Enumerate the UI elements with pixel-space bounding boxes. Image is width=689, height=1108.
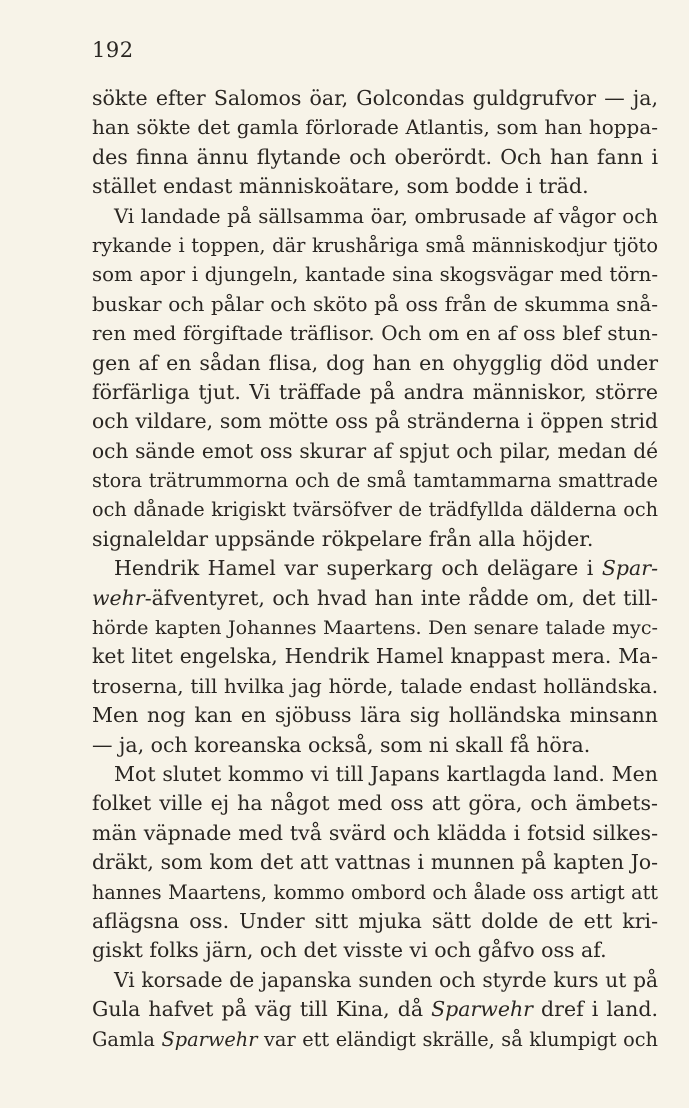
text-segment: han sökte det gamla förlorade Atlantis, som han hoppa- [92, 115, 658, 140]
text-line [92, 584, 658, 613]
text-line [92, 407, 658, 436]
text-line [92, 613, 658, 642]
text-line [92, 113, 658, 142]
text-line [92, 760, 658, 789]
italic-text-segment: wehr [92, 585, 145, 610]
page-number: 192 [92, 38, 134, 62]
text-line [92, 672, 658, 701]
text-line [92, 907, 658, 936]
text-segment: ren med förgiftade träflisor. Och om en af oss blef stun- [92, 321, 658, 346]
text-segment: giskt folks järn, och det visste vi och gåfvo oss af. [92, 938, 607, 963]
italic-text-segment: Sparwehr [431, 997, 533, 1022]
text-line [92, 437, 658, 466]
text-segment: -äfventyret, och hvad han inte rådde om, det till- [144, 585, 658, 610]
text-line [92, 495, 658, 524]
text-line [92, 995, 658, 1024]
text-segment: var ett eländigt skrälle, så klumpigt och [257, 1027, 658, 1051]
text-segment: och sände emot oss skurar af spjut och pilar, medan dé [92, 438, 658, 463]
text-line [92, 349, 658, 378]
text-segment: Vi korsade de japanska sunden och styrde kurs ut på [114, 967, 658, 992]
text-segment: och vildare, som mötte oss på stränderna i öppen strid [92, 409, 658, 434]
text-segment: gen af en sådan flisa, dog han en ohygglig död under [92, 350, 658, 375]
text-line [92, 290, 658, 319]
text-line [92, 84, 658, 113]
text-line [92, 202, 658, 231]
text-segment: aflägsna oss. Under sitt mjuka sätt dolde de ett kri- [92, 908, 658, 933]
text-segment: stället endast människoätare, som bodde i träd. [92, 174, 589, 199]
text-line [92, 172, 658, 201]
text-line [92, 143, 658, 172]
text-segment: rykande i toppen, där krushåriga små människodjur tjöto [92, 233, 658, 257]
text-segment: Men nog kan en sjöbuss lära sig holländska minsann [92, 703, 658, 728]
text-line [92, 878, 658, 907]
text-segment: troserna, till hvilka jag hörde, talade endast holländska. [92, 674, 658, 698]
text-segment: Gula hafvet på väg till Kina, då [92, 997, 432, 1022]
text-line [92, 642, 658, 671]
text-segment: dref i land. [532, 997, 658, 1022]
text-line [92, 1025, 658, 1054]
body-text [92, 84, 658, 1054]
text-segment: des finna ännu flytande och oberördt. Och han fann i [92, 144, 658, 169]
text-segment: — ja, och koreanska också, som ni skall få höra. [92, 732, 591, 757]
text-segment: förfärliga tjut. Vi träffade på andra människor, större [92, 379, 658, 404]
text-segment: Mot slutet kommo vi till Japans kartlagda land. Men [114, 761, 658, 786]
text-line [92, 966, 658, 995]
text-segment: Gamla [92, 1027, 162, 1051]
text-segment: buskar och pålar och sköto på oss från de skumma snå- [92, 291, 658, 316]
text-segment: hörde kapten Johannes Maartens. Den senare talade myc- [92, 616, 658, 640]
text-segment: ket litet engelska, Hendrik Hamel knappast mera. Ma- [92, 644, 658, 669]
text-line [92, 789, 658, 818]
text-line [92, 260, 658, 289]
text-line [92, 819, 658, 848]
text-line [92, 848, 658, 877]
italic-text-segment: Sparwehr [161, 1027, 258, 1051]
text-segment: stora trätrummorna och de små tamtammarna smattrade [92, 469, 658, 493]
text-line [92, 525, 658, 554]
text-line [92, 731, 658, 760]
text-line [92, 936, 658, 965]
text-segment: sökte efter Salomos öar, Golcondas guldgrufvor — ja, [92, 86, 658, 110]
text-segment: och dånade krigiskt tvärsöfver de trädfyllda dälderna och [92, 498, 658, 522]
text-line [92, 701, 658, 730]
text-segment: Vi landade på sällsamma öar, ombrusade af vågor och [114, 204, 658, 228]
text-segment: som apor i djungeln, kantade sina skogsvägar med törn- [92, 263, 658, 287]
text-segment: män väpnade med två svärd och klädda i fotsid silkes- [92, 820, 658, 845]
text-line [92, 231, 658, 260]
text-segment: folket ville ej ha något med oss att göra, och ämbets- [92, 791, 658, 816]
text-segment: Hendrik Hamel var superkarg och delägare i [114, 556, 602, 581]
text-segment: signaleldar uppsände rökpelare från alla höjder. [92, 526, 594, 551]
text-segment: hannes Maartens, kommo ombord och ålade oss artigt att [92, 880, 658, 904]
text-line [92, 554, 658, 583]
text-line [92, 319, 658, 348]
italic-text-segment: Spar- [601, 556, 658, 581]
text-segment: dräkt, som kom det att vattnas i munnen på kapten Jo- [92, 850, 658, 875]
text-line [92, 466, 658, 495]
text-line [92, 378, 658, 407]
